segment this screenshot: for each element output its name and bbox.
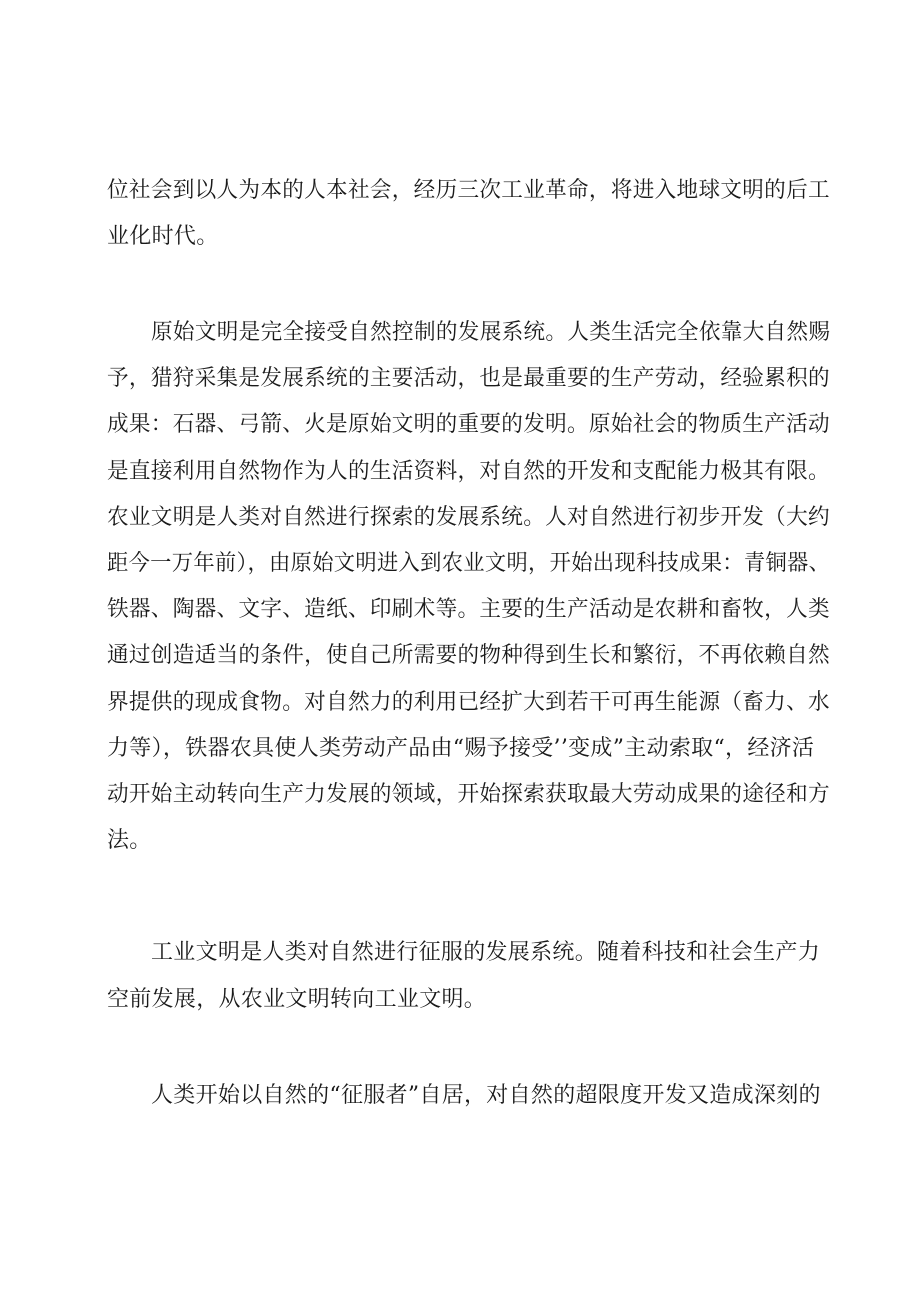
- text-line: 空前发展，从农业文明转向工业文明。: [107, 987, 487, 1012]
- text-line: 工业文明是人类对自然进行征服的发展系统。随着科技和社会生产力: [151, 940, 821, 965]
- text-line: 距今一万年前），由原始文明进入到农业文明，开始出现科技成果：青铜器、: [107, 551, 831, 576]
- text-line: 予，猎狩采集是发展系统的主要活动，也是最重要的生产劳动，经验累积的: [107, 366, 830, 391]
- text-line: 人类开始以自然的“征服者”自居，对自然的超限度开发又造成深刻的: [151, 1083, 821, 1108]
- text-line: 位社会到以人为本的人本社会，经历三次工业革命，将进入地球文明的后工: [107, 178, 830, 203]
- text-line: 通过创造适当的条件，使自己所需要的物种得到生长和繁衍，不再依赖自然: [107, 643, 830, 668]
- text-line: 动开始主动转向生产力发展的领域，开始探索获取最大劳动成果的途径和方: [107, 782, 830, 807]
- text-line: 铁器、陶器、文字、造纸、印刷术等。主要的生产活动是农耕和畜牧，人类: [107, 597, 830, 622]
- text-line: 法。: [107, 828, 152, 853]
- text-line: 是直接利用自然物作为人的生活资料，对自然的开发和支配能力极其有限。: [107, 459, 830, 484]
- text-line: 原始文明是完全接受自然控制的发展系统。人类生活完全依靠大自然赐: [151, 320, 831, 345]
- text-line: 界提供的现成食物。对自然力的利用已经扩大到若干可再生能源（畜力、水: [107, 690, 830, 715]
- text-line: 成果：石器、弓箭、火是原始文明的重要的发明。原始社会的物质生产活动: [107, 412, 830, 437]
- text-line: 力等），铁器农具使人类劳动产品由“赐予接受’’变成”主动索取“，经济活: [107, 736, 815, 761]
- text-line: 农业文明是人类对自然进行探索的发展系统。人对自然进行初步开发（大约: [107, 505, 830, 530]
- text-line: 业化时代。: [107, 224, 219, 249]
